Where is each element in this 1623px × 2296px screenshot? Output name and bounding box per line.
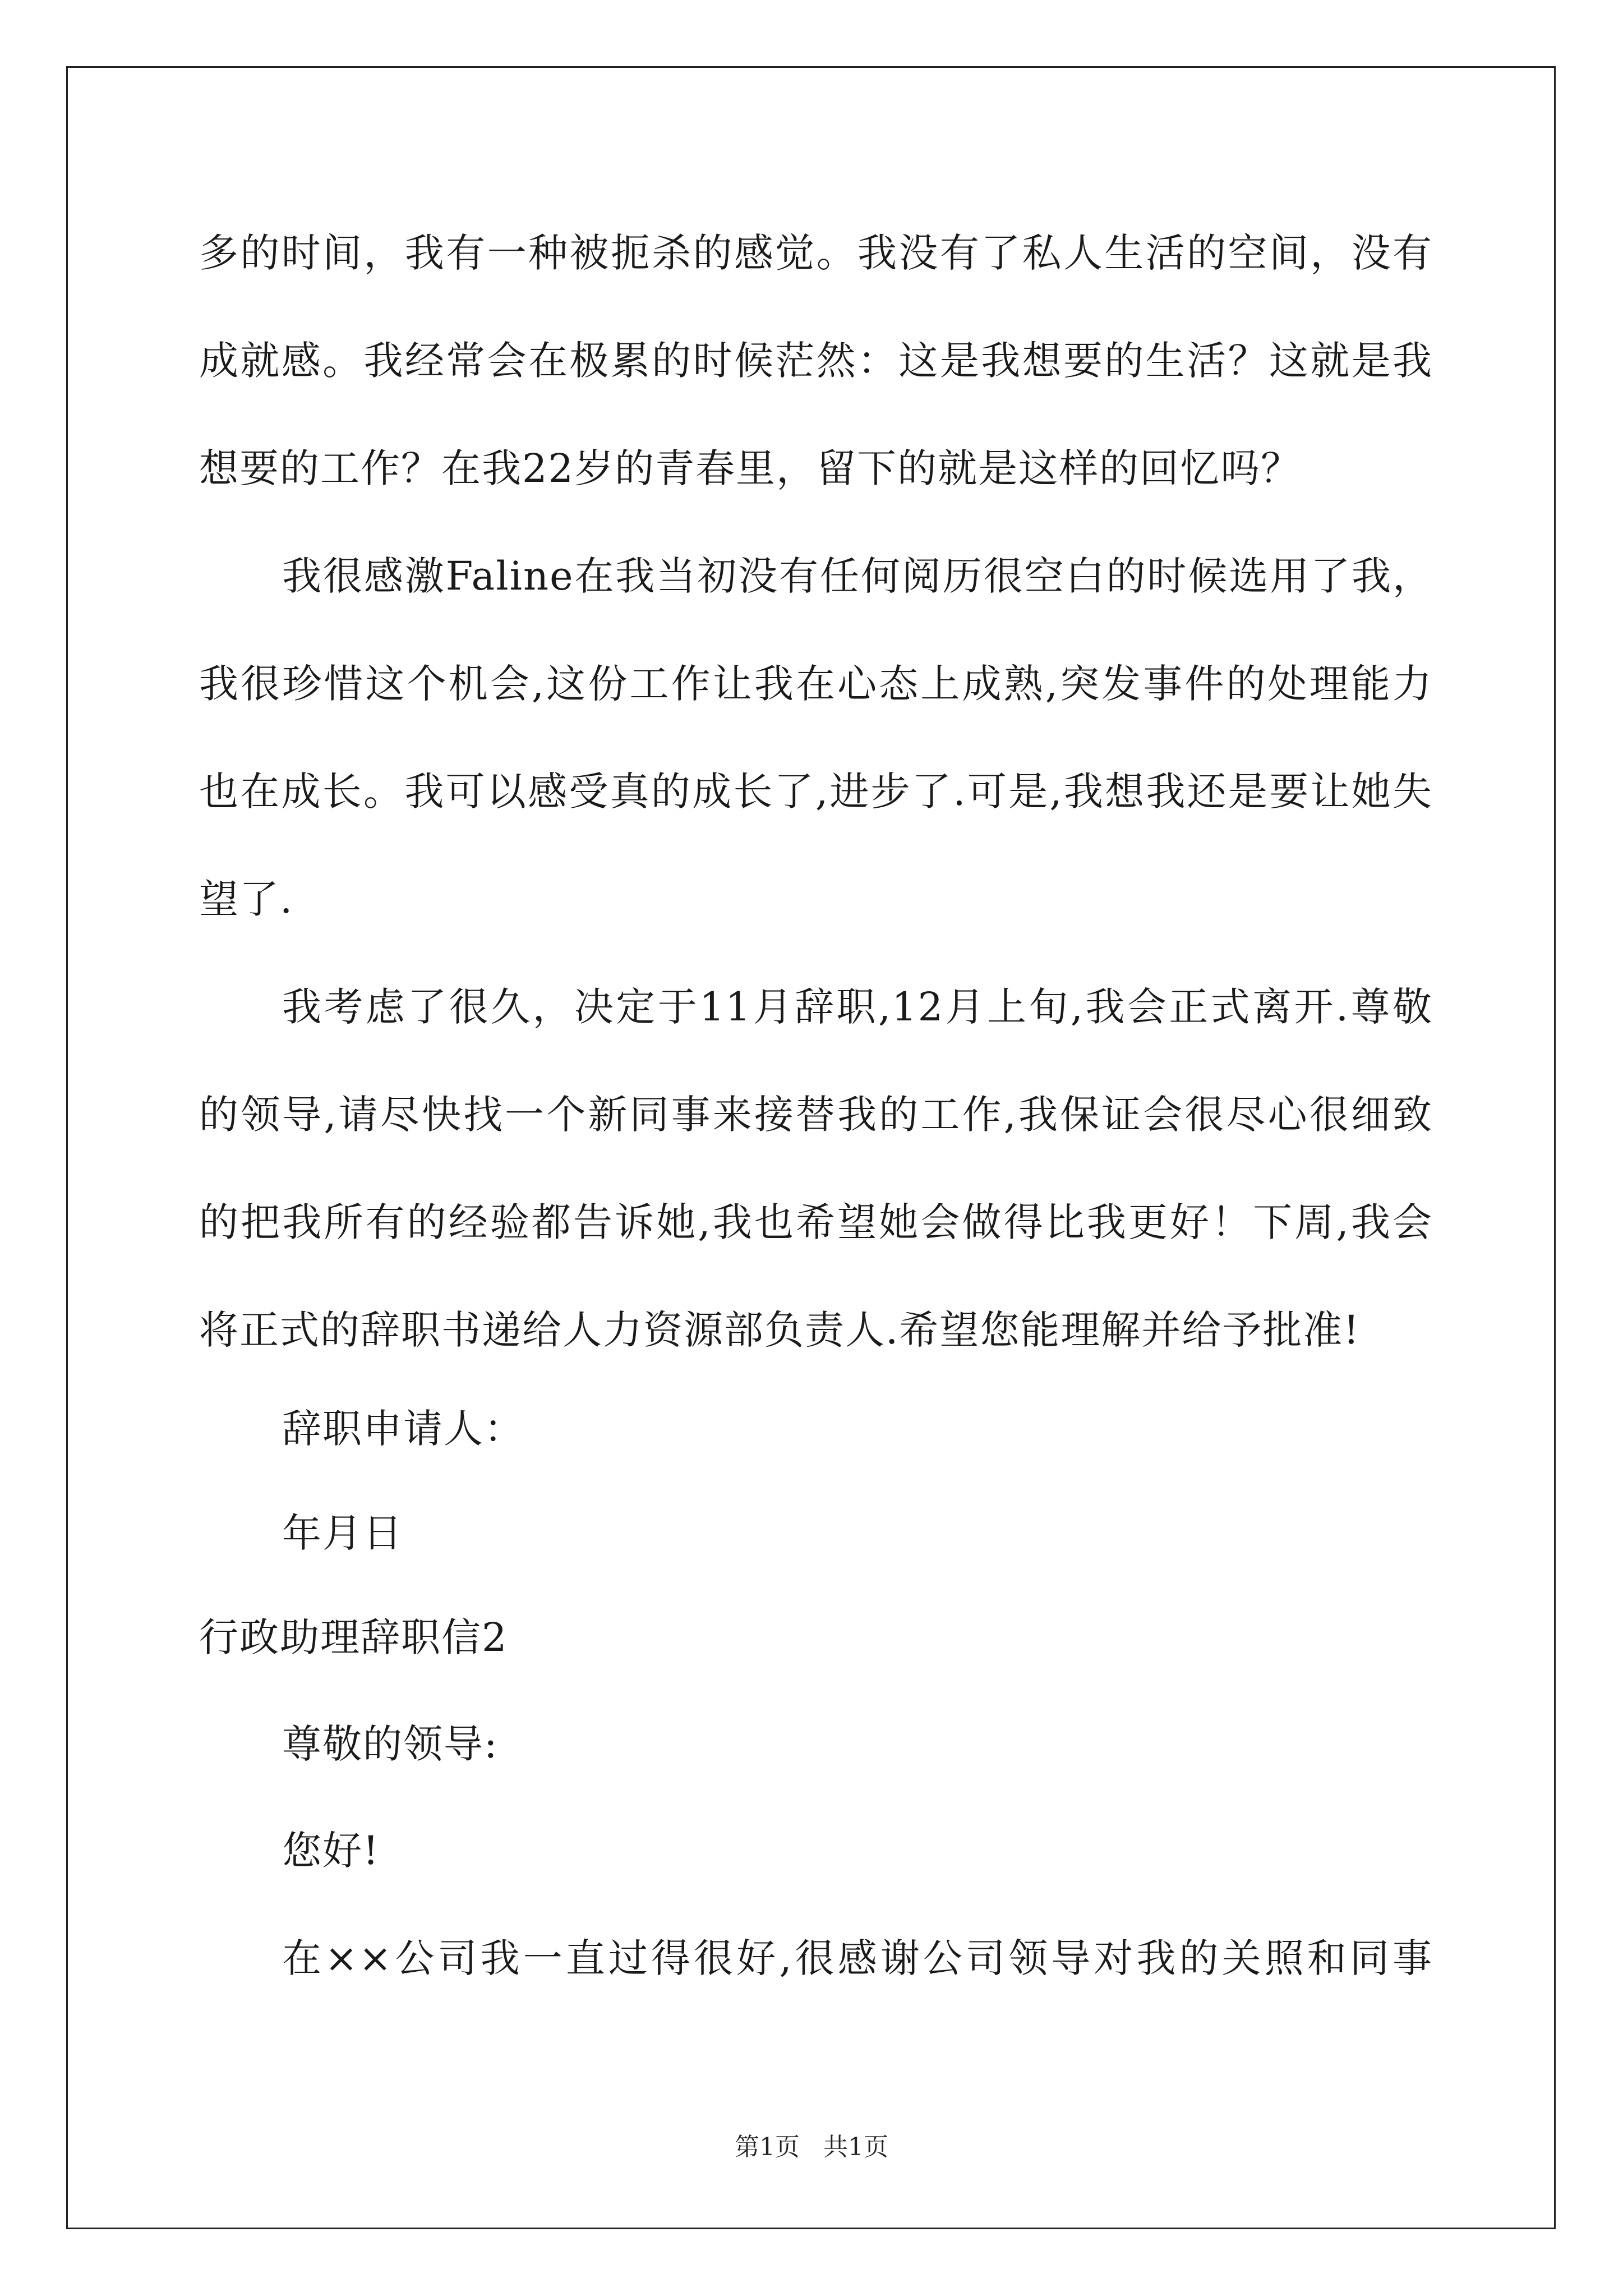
paragraph-line: 也在成长。我可以感受真的成长了,进步了.可是,我想我还是要让她失 xyxy=(199,769,1433,815)
section-heading: 行政助理辞职信2 xyxy=(199,1614,508,1660)
paragraph-line: 我很感激Faline在我当初没有任何阅历很空白的时候选用了我， xyxy=(282,553,1433,599)
paragraph-line: 在××公司我一直过得很好,很感谢公司领导对我的关照和同事 xyxy=(282,1935,1433,1981)
page-number: 第1页 xyxy=(735,2133,800,2161)
date-line: 年月日 xyxy=(282,1510,403,1556)
paragraph-line: 将正式的辞职书递给人力资源部负责人.希望您能理解并给予批准! xyxy=(199,1307,1361,1353)
page-total: 共1页 xyxy=(823,2133,888,2161)
greeting: 您好! xyxy=(282,1828,380,1874)
page-footer xyxy=(0,2132,1623,2163)
salutation: 尊敬的领导: xyxy=(282,1721,499,1767)
signature-label: 辞职申请人： xyxy=(282,1406,524,1452)
paragraph-line: 多的时间，我有一种被扼杀的感觉。我没有了私人生活的空间，没有 xyxy=(199,230,1433,276)
page-border xyxy=(66,66,1556,2229)
paragraph-line: 我很珍惜这个机会,这份工作让我在心态上成熟,突发事件的处理能力 xyxy=(199,661,1433,707)
paragraph-line: 的领导,请尽快找一个新同事来接替我的工作,我保证会很尽心很细致 xyxy=(199,1092,1433,1138)
paragraph-line: 的把我所有的经验都告诉她,我也希望她会做得比我更好！下周,我会 xyxy=(199,1199,1433,1245)
paragraph-line: 我考虑了很久，决定于11月辞职,12月上旬,我会正式离开.尊敬 xyxy=(282,984,1433,1030)
paragraph-line: 成就感。我经常会在极累的时候茫然：这是我想要的生活？这就是我 xyxy=(199,338,1433,384)
paragraph-line: 想要的工作？在我22岁的青春里，留下的就是这样的回忆吗？ xyxy=(199,445,1302,491)
paragraph-line: 望了. xyxy=(199,876,294,922)
